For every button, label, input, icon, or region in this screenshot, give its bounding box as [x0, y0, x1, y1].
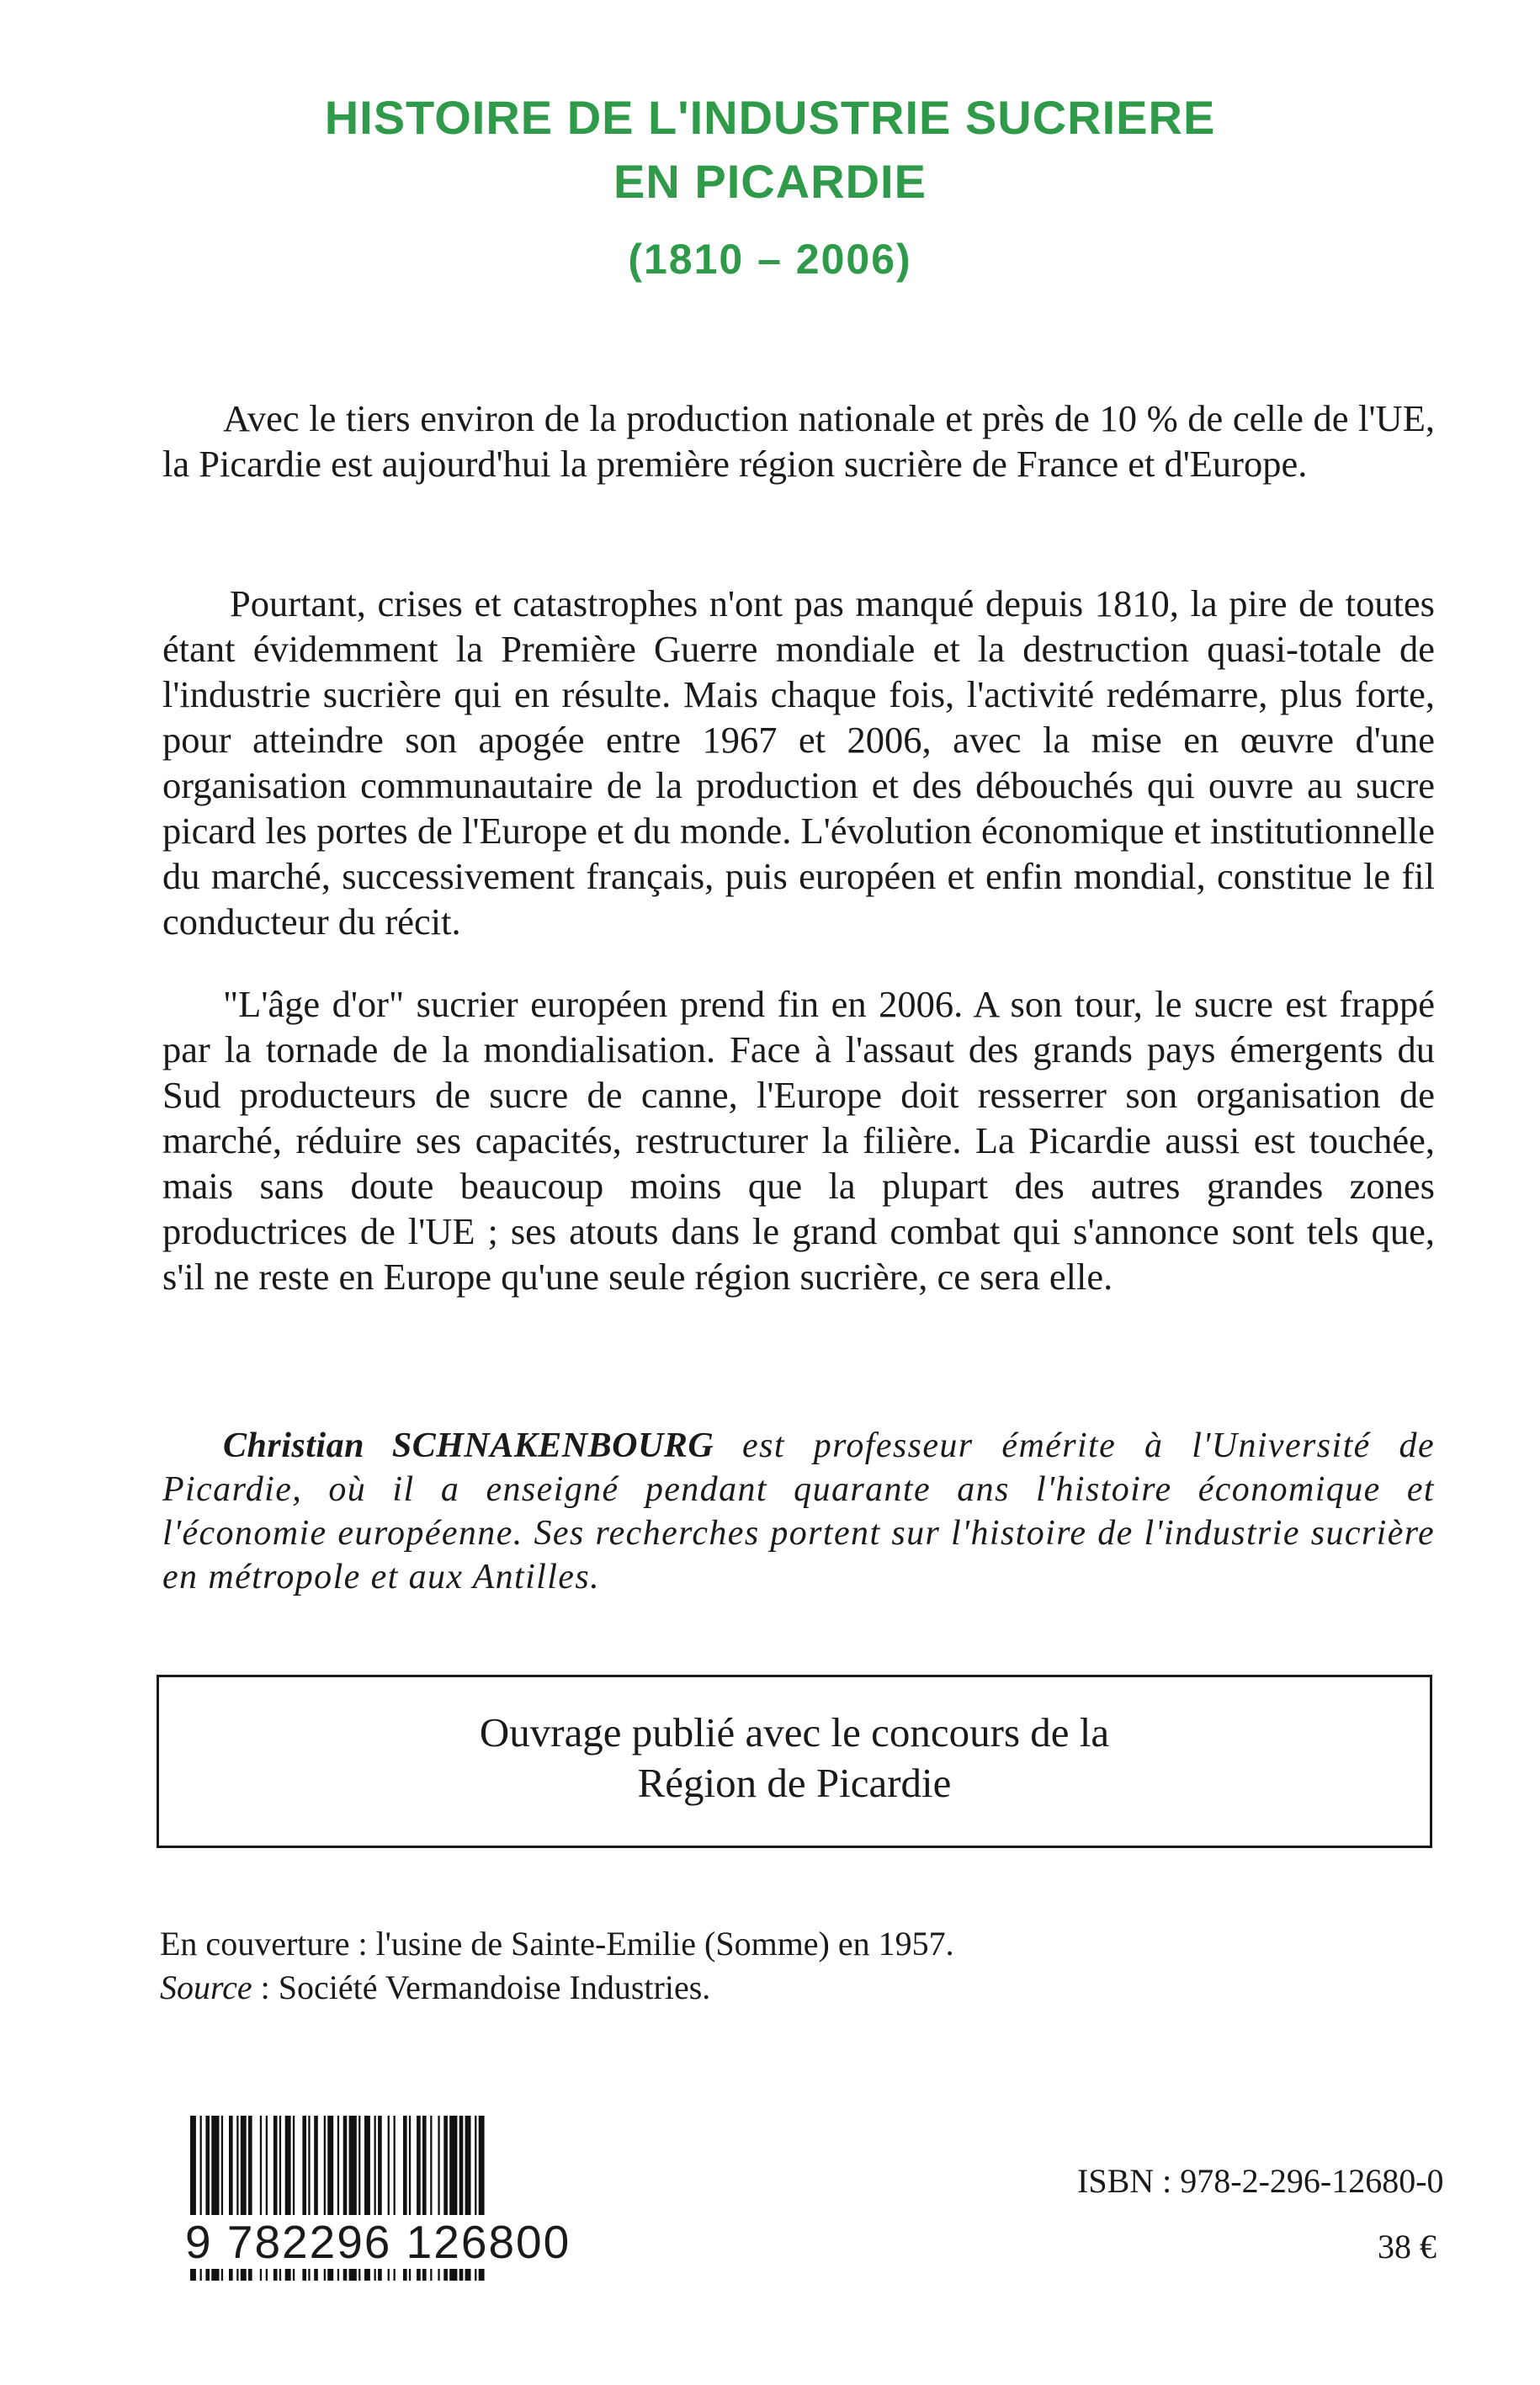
source-text: : Société Vermandoise Industries.: [252, 1968, 711, 2006]
author-bio-text: est professeur émérite à l'Université de Picardie, où il a enseigné pendant quarante ans l'histoire économique et l'économie européenne. Ses recherches portent sur l'histoire de l'industrie sucrière en métropole et aux Antilles.: [162, 1426, 1435, 1596]
concours-line-1: Ouvrage publié avec le concours de la: [479, 1709, 1110, 1756]
book-title-years: (1810 – 2006): [628, 236, 912, 283]
paragraph-intro: Avec le tiers environ de la production nationale et près de 10 % de celle de l'UE, la Picardie est aujourd'hui la première région sucrière de France et d'Europe.: [162, 397, 1435, 485]
price: 38 €: [1378, 2228, 1436, 2265]
cover-credit-line: En couverture : l'usine de Sainte-Emilie (Somme) en 1957.: [160, 1925, 954, 1963]
paragraph-history: Pourtant, crises et catastrophes n'ont pas manqué depuis 1810, la pire de toutes étant évidemment la Première Guerre mondiale et la destruction quasi-totale de l'industrie sucrière qui en résulte. Mais chaque fois, l'activité redémarre, plus forte, pour atteindre son apogée entre 1967 et 2006, avec la mise en œuvre d'une organisation communautaire de la production et des débouchés qui ouvre au sucre picard les portes de l'Europe et du monde. L'évolution économique et institutionnelle du marché, successivement français, puis européen et enfin mondial, constitue le fil conducteur du récit.: [162, 582, 1435, 943]
concours-line-2: Région de Picardie: [637, 1760, 952, 1806]
isbn: ISBN : 978-2-296-12680-0: [1077, 2162, 1444, 2200]
cover-credits: [160, 1922, 954, 2010]
concours-box: [157, 1675, 1432, 1848]
book-title-line-2: EN PICARDIE: [613, 155, 927, 208]
author-bio: [162, 1424, 1435, 1599]
book-title-line-1: HISTOIRE DE L'INDUSTRIE SUCRIERE: [324, 91, 1216, 144]
source-label: Source: [160, 1968, 252, 2006]
paragraph-golden-age: "L'âge d'or" sucrier européen prend fin en 2006. A son tour, le sucre est frappé par la tornade de la mondialisation. Face à l'assaut des grands pays émergents du Sud producteurs de sucre de canne, l'Europe doit resserrer son organisation de marché, réduire ses capacités, restructurer la filière. La Picardie aussi est touchée, mais sans doute beaucoup moins que la plupart des autres grandes zones productrices de l'UE ; ses atouts dans le grand combat qui s'annonce sont tels que, s'il ne reste en Europe qu'une seule région sucrière, ce sera elle.: [162, 983, 1435, 1298]
source-credit-line: [160, 1966, 954, 2010]
author-name: Christian SCHNAKENBOURG: [223, 1426, 714, 1465]
barcode-digits: 9 782296 126800: [185, 2216, 571, 2268]
